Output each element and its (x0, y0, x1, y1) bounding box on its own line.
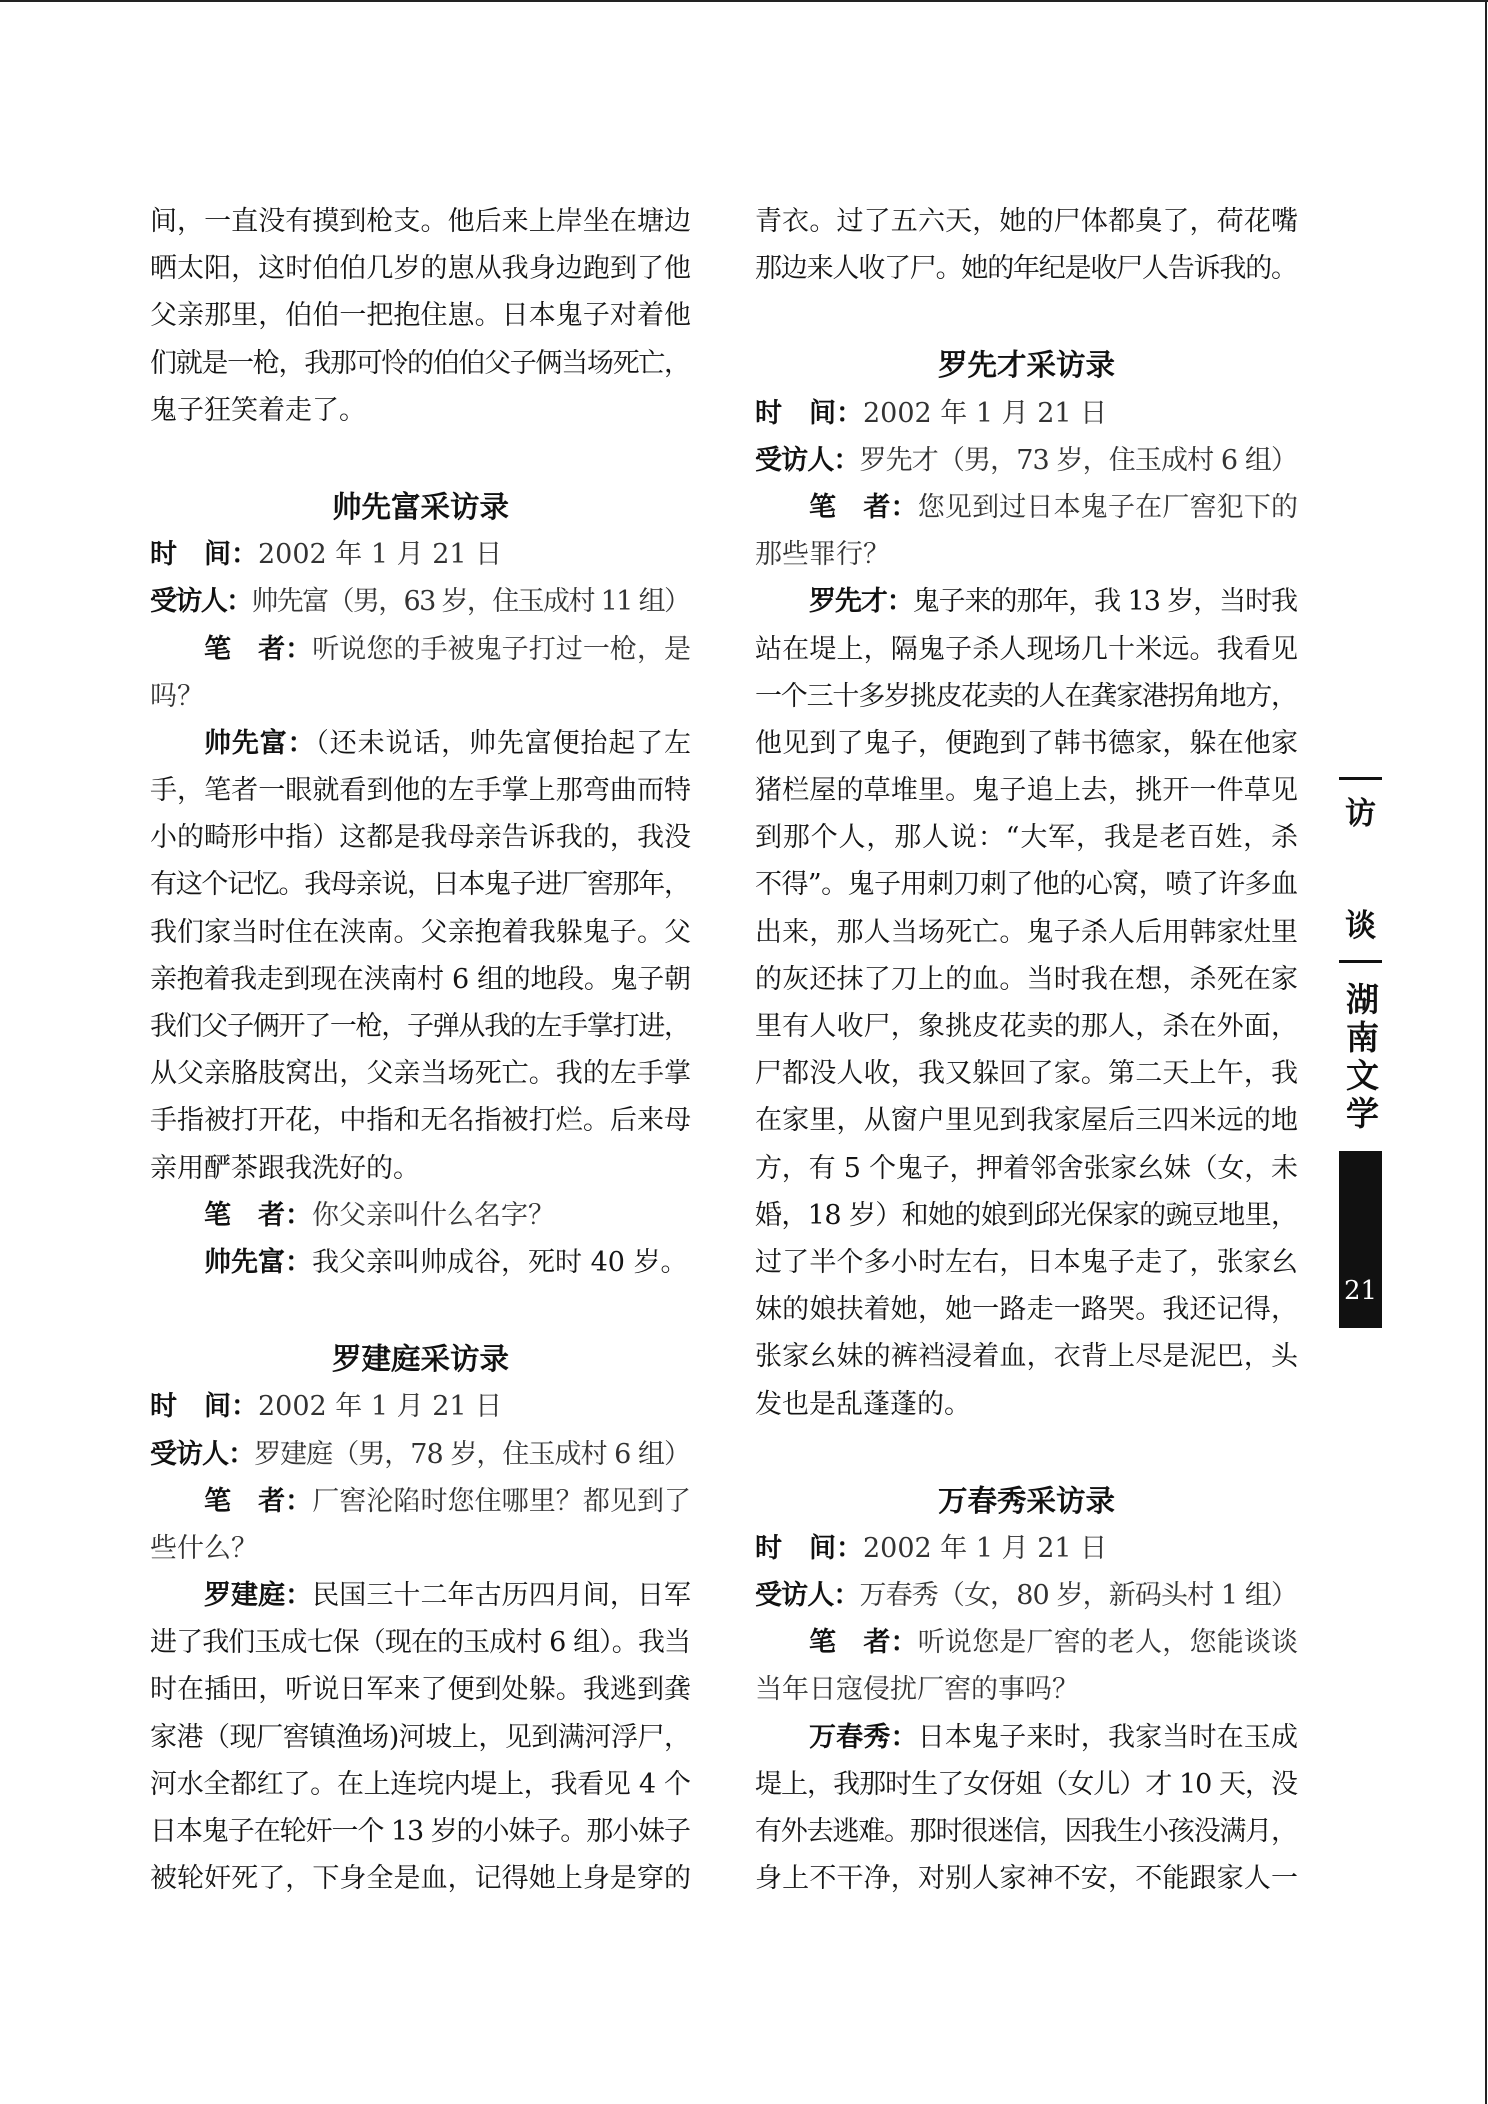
answer-line (755, 861, 1298, 908)
text-line (150, 245, 691, 292)
line-text: 到那个人，那人说：“大军，我是老百姓，杀 (755, 822, 1299, 854)
line-text: 进了我们玉成七保（现在的玉成村 6 组）。我当 (150, 1627, 691, 1659)
answer-line (755, 909, 1298, 956)
line-content (755, 445, 1297, 476)
question-line (150, 1192, 691, 1239)
answer-line (755, 1808, 1298, 1855)
line-text: 在家里，从窗户里见到我家屋后三四米远的地 (755, 1105, 1299, 1137)
line-content (150, 539, 502, 570)
line-content (150, 1439, 690, 1470)
interview-title: 帅先富采访录 (331, 489, 509, 524)
answer-line (755, 1192, 1298, 1239)
line-content (150, 253, 691, 284)
magazine-logo: 湖南文学 (1341, 982, 1380, 1134)
answer-line (755, 956, 1298, 1003)
interviewee-line (150, 578, 691, 625)
line-content (204, 1247, 688, 1278)
question-line (755, 484, 1298, 531)
question-line (150, 626, 691, 673)
line-text: 家港（现厂窖镇渔场)河坡上，见到满河浮尸， (150, 1721, 691, 1753)
line-text: 们就是一枪，我那可怜的伯伯父子俩当场死亡， (150, 347, 690, 379)
line-content (755, 822, 1299, 853)
speaker-label: 笔 者： (809, 1627, 918, 1659)
line-text: 那边来人收了尸。她的年纪是收尸人告诉我的。 (755, 253, 1297, 285)
line-text: 亲抱着我走到现在浃南村 6 组的地段。鬼子朝 (150, 963, 691, 995)
question-line (755, 1619, 1298, 1666)
line-content (204, 1580, 691, 1611)
line-content (755, 1533, 1107, 1564)
line-content (150, 1391, 502, 1422)
line-content (150, 1153, 420, 1184)
line-content (150, 1769, 691, 1800)
text-column (150, 198, 691, 1902)
line-content (755, 1200, 1297, 1231)
answer-line (150, 909, 691, 956)
interviewee-label: 受访人： (150, 1438, 255, 1470)
answer-line (150, 1855, 691, 1902)
line-text: 尸都没人收，我又躲回了家。第二天上午，我 (755, 1058, 1299, 1090)
line-content (204, 728, 692, 759)
speaker-label: 万春秀： (809, 1721, 918, 1753)
line-content (755, 775, 1298, 806)
interviewee-info: 万春秀（女，80 岁，新码头村 1 组） (859, 1580, 1298, 1612)
line-text: 从父亲胳肢窝出，父亲当场死亡。我的左手掌 (150, 1058, 692, 1090)
line-text: 日本鬼子在轮奸一个 13 岁的小妹子。那小妹子 (150, 1816, 690, 1847)
line-content (150, 1816, 690, 1847)
answer-line (150, 1714, 691, 1761)
interview-date: 2002 年 1 月 21 日 (863, 1532, 1108, 1564)
line-content (755, 1816, 1297, 1847)
answer-line (755, 1003, 1298, 1050)
answer-line (755, 1333, 1298, 1380)
answer-line (150, 720, 691, 767)
line-text: 身上不干净，对别人家神不安，不能跟家人一 (755, 1863, 1299, 1895)
question-line (150, 1478, 691, 1525)
line-content (755, 398, 1107, 429)
interview-title: 万春秀采访录 (937, 1483, 1115, 1518)
line-content (150, 917, 691, 948)
line-content (755, 1105, 1298, 1136)
line-text: 堤上，我那时生了女伢姐（女儿）才 10 天，没 (755, 1768, 1298, 1800)
text-line (755, 245, 1298, 292)
answer-line (755, 720, 1298, 767)
line-text: 有这个记忆。我母亲说，日本鬼子进厂窖那年， (150, 869, 690, 901)
line-content (755, 1153, 1298, 1184)
line-content (755, 634, 1298, 665)
line-text: 听说您是厂窖的老人，您能谈谈 (917, 1627, 1299, 1659)
answer-line (755, 1286, 1298, 1333)
line-content (809, 586, 1297, 617)
line-content (150, 1058, 691, 1089)
line-text: 出来，那人当场死亡。鬼子杀人后用韩家灶里 (755, 916, 1299, 948)
text-line (150, 292, 691, 339)
line-content (150, 1533, 258, 1564)
line-content (150, 1674, 691, 1705)
line-text: 被轮奸死了，下身全是血，记得她上身是穿的 (150, 1863, 692, 1895)
line-content (755, 253, 1297, 284)
line-text: 站在堤上，隔鬼子杀人现场几十米远。我看见 (755, 633, 1299, 665)
line-text: 他见到了鬼子，便跑到了韩书德家，躲在他家 (755, 727, 1299, 759)
line-content (150, 206, 691, 237)
line-text: 那些罪行？ (755, 539, 890, 571)
line-content (150, 1627, 690, 1658)
interviewee-info: 帅先富（男，63 岁，住玉成村 11 组） (251, 586, 690, 618)
time-label: 时 间： (150, 1391, 258, 1423)
interviewee-info: 罗建庭（男，78 岁，住玉成村 6 组） (254, 1438, 691, 1470)
line-content (755, 964, 1298, 995)
line-text: 我们家当时住在浃南。父亲抱着我躲鬼子。父 (150, 916, 692, 948)
speaker-label: 笔 者： (204, 633, 313, 665)
interviewee-label: 受访人： (150, 586, 252, 618)
speaker-label: 帅先富： (204, 727, 316, 759)
answer-line (150, 1239, 691, 1286)
line-text: 日本鬼子来时，我家当时在玉成 (917, 1721, 1299, 1753)
line-content (755, 1011, 1298, 1042)
line-text: 间，一直没有摸到枪支。他后来上岸坐在塘边 (150, 206, 692, 237)
answer-line (150, 1145, 691, 1192)
line-text: 晒太阳，这时伯伯几岁的崽从我身边跑到了他 (150, 253, 692, 285)
line-content (204, 1486, 691, 1517)
line-text: 小的畸形中指）这都是我母亲告诉我的，我没 (150, 822, 692, 854)
line-content (150, 300, 691, 331)
line-text: 亲用酽茶跟我洗好的。 (150, 1152, 420, 1184)
text-line (150, 198, 691, 245)
interviewee-line (755, 437, 1298, 484)
line-content (150, 586, 689, 617)
answer-line (150, 767, 691, 814)
page-edge-top (0, 0, 1488, 2)
question-line (755, 531, 1298, 578)
page-number-box (1339, 1151, 1382, 1328)
line-content (204, 634, 691, 665)
speaker-label: 罗建庭： (204, 1580, 313, 1612)
line-content (150, 1722, 691, 1753)
answer-line (755, 1761, 1298, 1808)
line-content (809, 1722, 1298, 1753)
time-label: 时 间： (755, 397, 863, 429)
interview-time-line (755, 390, 1298, 437)
text-line (755, 198, 1298, 245)
line-text: 过了半个多小时左右，日本鬼子走了，张家幺 (755, 1246, 1299, 1278)
line-text: 厂窖沦陷时您住哪里？都见到了 (312, 1485, 692, 1517)
line-text: 鬼子狂笑着走了。 (150, 394, 366, 426)
answer-line (150, 814, 691, 861)
line-text: 手，笔者一眼就看到他的左手掌上那弯曲而特 (150, 775, 692, 807)
line-text: 吗？ (150, 680, 204, 712)
line-content (755, 1389, 971, 1420)
text-line (150, 387, 691, 434)
line-text: 民国三十二年古历四月间，日军 (312, 1580, 692, 1612)
line-content (150, 1011, 690, 1042)
line-content (150, 822, 691, 853)
line-text: 里有人收尸，象挑皮花卖的那人，杀在外面， (755, 1011, 1299, 1042)
line-content (755, 539, 890, 570)
page-number: 21 (1343, 1276, 1378, 1306)
line-text: 婚，18 岁）和她的娘到邱光保家的豌豆地里， (755, 1199, 1298, 1231)
line-text: 我父亲叫帅成谷，死时 40 岁。 (312, 1246, 688, 1278)
line-content (755, 681, 1297, 712)
interviewee-label: 受访人： (755, 1580, 860, 1612)
line-text: 张家幺妹的裤裆浸着血，衣背上尽是泥巴，头 (755, 1341, 1299, 1373)
line-content (755, 206, 1298, 237)
interviewee-line (150, 1431, 691, 1478)
line-content (755, 1674, 1079, 1705)
speaker-label: 帅先富： (204, 1246, 312, 1278)
answer-line (150, 956, 691, 1003)
line-content (755, 728, 1298, 759)
interviewee-label: 受访人： (755, 444, 860, 476)
answer-line (150, 1097, 691, 1144)
text-line (150, 340, 691, 387)
section-label-char: 谈 (1345, 908, 1376, 944)
answer-line (755, 673, 1298, 720)
line-content (150, 775, 691, 806)
tab-rule-bottom (1339, 960, 1382, 963)
answer-line (755, 1239, 1298, 1286)
answer-line (755, 1855, 1298, 1902)
line-text: 的灰还抹了刀上的血。当时我在想，杀死在家 (755, 963, 1299, 995)
interview-time-line (150, 531, 691, 578)
answer-line (150, 1761, 691, 1808)
answer-line (755, 1145, 1298, 1192)
interview-time-line (150, 1383, 691, 1430)
answer-line (755, 1714, 1298, 1761)
line-content (150, 1863, 691, 1894)
line-text: 父亲那里，伯伯一把抱住崽。日本鬼子对着他 (150, 300, 692, 332)
line-text: 时在插田，听说日军来了便到处躲。我逃到龚 (150, 1674, 692, 1706)
answer-line (150, 1572, 691, 1619)
line-text: 河水全都红了。在上连垸内堤上，我看见 4 个 (150, 1768, 691, 1800)
answer-line (150, 1666, 691, 1713)
question-line (150, 673, 691, 720)
interviewee-line (755, 1572, 1298, 1619)
line-content (755, 1580, 1297, 1611)
line-text: 方，有 5 个鬼子，押着邻舍张家幺妹（女，未 (755, 1152, 1298, 1184)
line-text: 猪栏屋的草堆里。鬼子追上去，挑开一件草见 (755, 775, 1299, 807)
speaker-label: 罗先才： (809, 586, 913, 618)
answer-line (150, 1808, 691, 1855)
line-content (809, 1627, 1298, 1658)
interview-date: 2002 年 1 月 21 日 (863, 397, 1108, 429)
question-line (755, 1666, 1298, 1713)
answer-line (755, 1381, 1298, 1428)
section-label-char: 访 (1345, 796, 1376, 832)
line-content (755, 1247, 1298, 1278)
line-text: 青衣。过了五六天，她的尸体都臭了，荷花嘴 (755, 206, 1299, 237)
line-content (755, 1863, 1298, 1894)
line-text: 手指被打开花，中指和无名指被打烂。后来母 (150, 1105, 692, 1137)
answer-line (150, 1003, 691, 1050)
answer-line (755, 767, 1298, 814)
time-label: 时 间： (755, 1532, 863, 1564)
line-text: 些什么？ (150, 1532, 258, 1564)
interviewee-info: 罗先才（男，73 岁，住玉成村 6 组） (859, 444, 1298, 476)
answer-line (150, 861, 691, 908)
line-content (755, 869, 1297, 900)
line-content (755, 917, 1298, 948)
line-text: 我们父子俩开了一枪，子弹从我的左手掌打进， (150, 1011, 690, 1042)
line-text: 发也是乱蓬蓬的。 (755, 1388, 971, 1420)
answer-line (755, 626, 1298, 673)
line-content (755, 1769, 1297, 1800)
answer-line (755, 814, 1298, 861)
speaker-label: 笔 者： (809, 491, 918, 523)
line-content (150, 681, 204, 712)
interview-time-line (755, 1525, 1298, 1572)
line-text: 当年日寇侵扰厂窖的事吗？ (755, 1674, 1079, 1706)
line-content (150, 1105, 691, 1136)
line-text: 妹的娘扶着她，她一路走一路哭。我还记得， (755, 1294, 1299, 1326)
line-content (809, 492, 1298, 523)
interview-date: 2002 年 1 月 21 日 (258, 539, 503, 571)
line-content (150, 964, 691, 995)
text-column (755, 198, 1298, 1902)
line-content (755, 1058, 1298, 1089)
answer-line (755, 1050, 1298, 1097)
interview-title: 罗先才采访录 (937, 348, 1115, 383)
speaker-label: 笔 者： (204, 1199, 312, 1231)
tab-rule-top (1339, 777, 1382, 780)
page-edge-right (1485, 0, 1487, 2104)
line-content (204, 1200, 555, 1231)
answer-line (150, 1050, 691, 1097)
question-line (150, 1525, 691, 1572)
answer-line (755, 578, 1298, 625)
time-label: 时 间： (150, 539, 258, 571)
line-text: 你父亲叫什么名字？ (312, 1199, 555, 1231)
line-content (150, 869, 690, 900)
line-content (755, 1294, 1298, 1325)
line-text: 您见到过日本鬼子在厂窖犯下的 (917, 491, 1299, 523)
interview-title: 罗建庭采访录 (331, 1342, 509, 1377)
line-text: 一个三十多岁挑皮花卖的人在龚家港拐角地方， (755, 680, 1297, 712)
answer-line (755, 1097, 1298, 1144)
interview-date: 2002 年 1 月 21 日 (258, 1391, 503, 1423)
line-text: 鬼子来的那年，我 13 岁，当时我 (912, 586, 1297, 618)
line-content (755, 1341, 1298, 1372)
line-text: 有外去逃难。那时很迷信，因我生小孩没满月， (755, 1816, 1297, 1847)
line-text: 听说您的手被鬼子打过一枪，是 (312, 633, 692, 665)
line-text: 不得”。鬼子用刺刀刺了他的心窝，喷了许多血 (755, 869, 1298, 901)
line-content (150, 395, 366, 426)
answer-line (150, 1619, 691, 1666)
speaker-label: 笔 者： (204, 1485, 313, 1517)
line-text: （还未说话，帅先富便抬起了左 (315, 727, 692, 759)
line-content (150, 348, 690, 379)
